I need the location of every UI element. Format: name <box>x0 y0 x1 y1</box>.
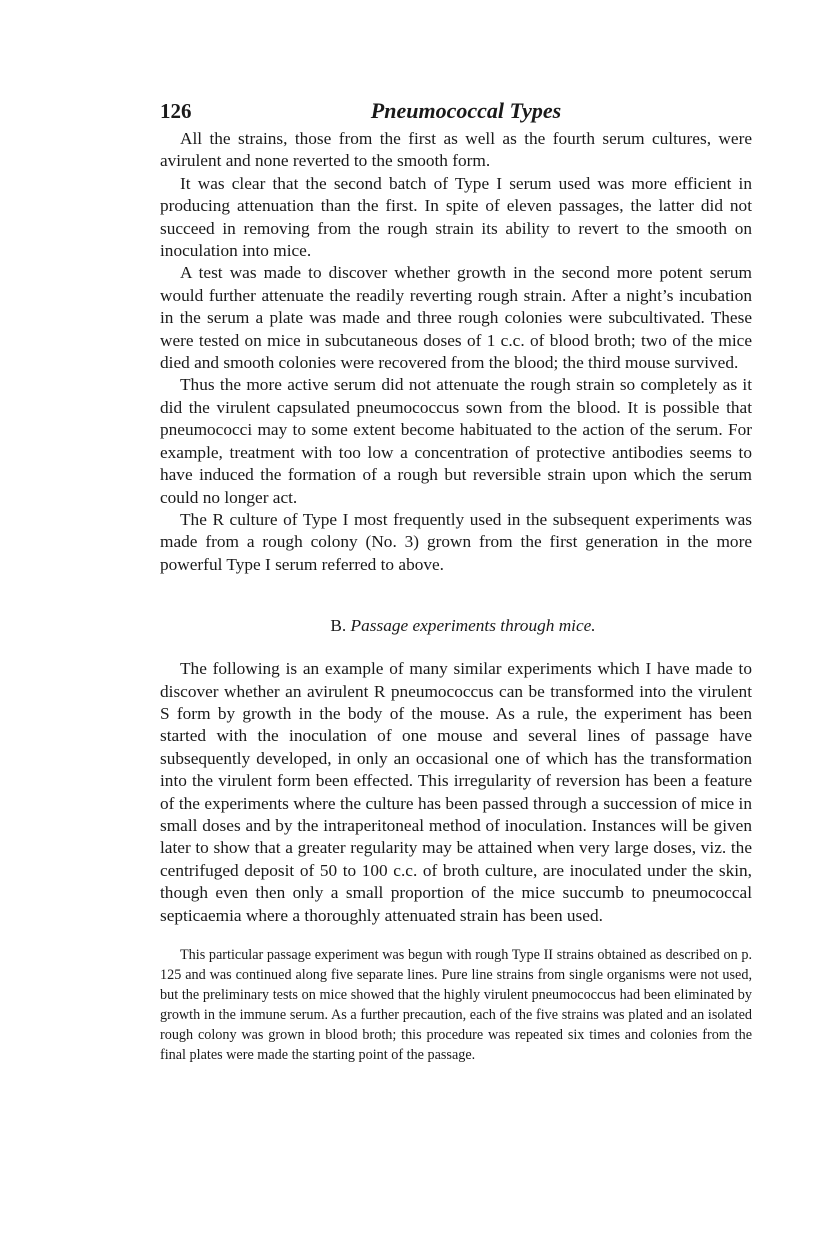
page <box>160 96 752 1079</box>
paragraph: All the strains, those from the first as well as the fourth serum cultures, were avirulent and none reverted to the smooth form. <box>160 129 752 171</box>
body-text-top <box>160 128 752 576</box>
page-number: 126 <box>160 99 192 123</box>
paragraph: The following is an example of many similar experiments which I have made to discover whether an avirulent R pneumococcus can be transformed into the virulent S form by growth in the body of the mouse. As a rule, the experiment has been started with the inoculation of one mouse and several lines of passage have subsequently developed, in only an occasional one of which has the transformation into the virulent form been effected. This irregularity of reversion has been a feature of the experiments where the culture has been passed through a succession of mice in small doses and by the intraperitoneal method of inoculation. Instances will be given later to show that a greater regularity may be attained when very large doses, viz. the centrifuged deposit of 50 to 100 c.c. of broth culture, are inoculated under the skin, though even then only a small proportion of the mice succumb to pneumococcal septicaemia where a thoroughly attenuated strain has been used. <box>160 659 752 925</box>
footnote: This particular passage experiment was begun with rough Type II strains obtained as described on p. 125 and was continued along five separate lines. Pure line strains from single organisms were not used, but the preliminary tests on mice showed that the highly virulent pneumococcus had been eliminated by growth in the immune serum. As a further precaution, each of the five strains was plated and an isolated rough colony was grown in blood broth; this procedure was repeated six times and colonies from the final plates were made the starting point of the passage. <box>160 947 752 1063</box>
running-title: Pneumococcal Types <box>370 98 562 123</box>
section-label: B. <box>330 616 347 636</box>
body-text-bottom <box>160 658 752 927</box>
paragraph: Thus the more active serum did not attenuate the rough strain so completely as it did the virulent capsulated pneumococcus sown from the blood. It is possible that pneumococci may to some extent become habituated to the action of the serum. For example, treatment with too low a concentration of protective antibodies seems to have induced the formation of a rough but reversible strain upon which the serum could no longer act. <box>160 375 752 507</box>
section-heading <box>160 615 752 637</box>
paragraph: The R culture of Type I most frequently used in the subsequent experiments was made from a rough colony (No. 3) grown from the first generation in the more powerful Type I serum referred to above. <box>160 509 752 574</box>
paragraph: A test was made to discover whether growth in the second more potent serum would further attenuate the readily reverting rough strain. After a night’s incubation in the serum a plate was made and three rough colonies were subcultivated. These were tested on mice in subcutaneous doses of 1 c.c. of blood broth; two of the mice died and smooth colonies were recovered from the blood; the third mouse survived. <box>160 263 752 373</box>
page-header <box>160 96 752 126</box>
paragraph: It was clear that the second batch of Type I serum used was more efficient in producing attenuation than the first. In spite of eleven passages, the latter did not succeed in removing from the rough strain its ability to revert to the smooth on inoculation into mice. <box>160 173 752 261</box>
section-title: Passage experiments through mice. <box>350 616 596 636</box>
